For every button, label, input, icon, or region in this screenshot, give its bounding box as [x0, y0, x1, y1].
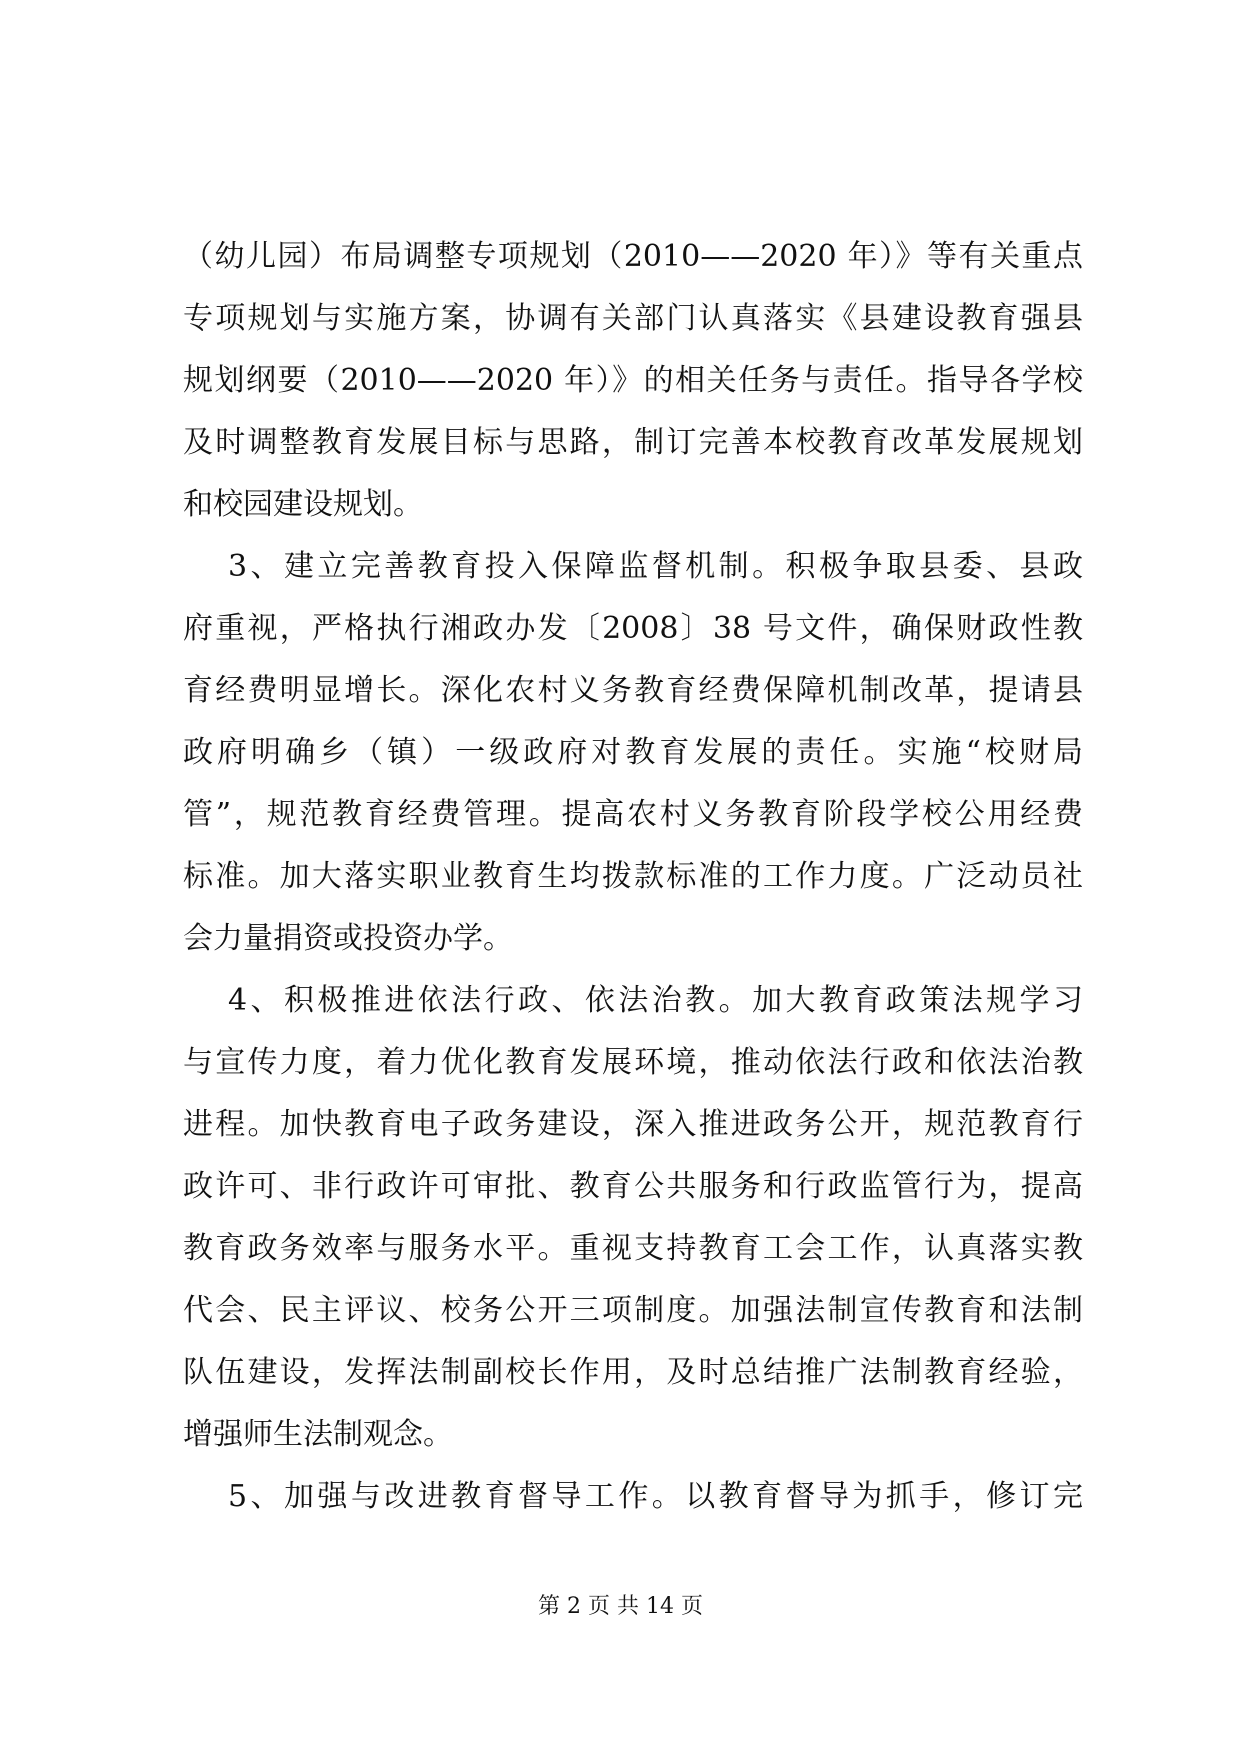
text-line: 政府明确乡（镇）一级政府对教育发展的责任。实施“校财局 [183, 735, 1083, 770]
text-line: 政许可、非行政许可审批、教育公共服务和行政监管行为，提高 [183, 1169, 1083, 1204]
text-line: 与宣传力度，着力优化教育发展环境，推动依法行政和依法治教 [183, 1045, 1083, 1080]
text-line: 管”，规范教育经费管理。提高农村义务教育阶段学校公用经费 [183, 797, 1083, 832]
paragraph-item-3 [183, 536, 1083, 970]
text-line: 专项规划与实施方案，协调有关部门认真落实《县建设教育强县 [183, 301, 1083, 336]
document-body [183, 226, 1083, 1528]
text-line: 教育政务效率与服务水平。重视支持教育工会工作，认真落实教 [183, 1231, 1083, 1266]
text-line: 4、积极推进依法行政、依法治教。加大教育政策法规学习 [228, 983, 1083, 1018]
text-line: 代会、民主评议、校务公开三项制度。加强法制宣传教育和法制 [183, 1293, 1083, 1328]
text-line: 和校园建设规划。 [183, 487, 423, 522]
text-line: 进程。加快教育电子政务建设，深入推进政务公开，规范教育行 [183, 1107, 1083, 1142]
text-line: 标准。加大落实职业教育生均拨款标准的工作力度。广泛动员社 [183, 859, 1083, 894]
text-line: 规划纲要（2010——2020 年）》的相关任务与责任。指导各学校 [183, 363, 1083, 398]
page-number-footer: 第 2 页 共 14 页 [538, 1594, 703, 1619]
text-line: （幼儿园）布局调整专项规划（2010——2020 年）》等有关重点 [183, 239, 1083, 274]
text-line: 队伍建设，发挥法制副校长作用，及时总结推广法制教育经验， [183, 1355, 1083, 1390]
text-line: 增强师生法制观念。 [183, 1417, 453, 1452]
text-line: 府重视，严格执行湘政办发〔2008〕38 号文件，确保财政性教 [183, 611, 1083, 646]
text-line: 3、建立完善教育投入保障监督机制。积极争取县委、县政 [228, 549, 1083, 584]
paragraph-item-5 [183, 1466, 1083, 1528]
text-line: 5、加强与改进教育督导工作。以教育督导为抓手，修订完 [228, 1479, 1083, 1514]
paragraph-continued [183, 226, 1083, 536]
text-line: 会力量捐资或投资办学。 [183, 921, 513, 956]
text-line: 育经费明显增长。深化农村义务教育经费保障机制改革，提请县 [183, 673, 1083, 708]
text-line: 及时调整教育发展目标与思路，制订完善本校教育改革发展规划 [183, 425, 1083, 460]
paragraph-item-4 [183, 970, 1083, 1466]
